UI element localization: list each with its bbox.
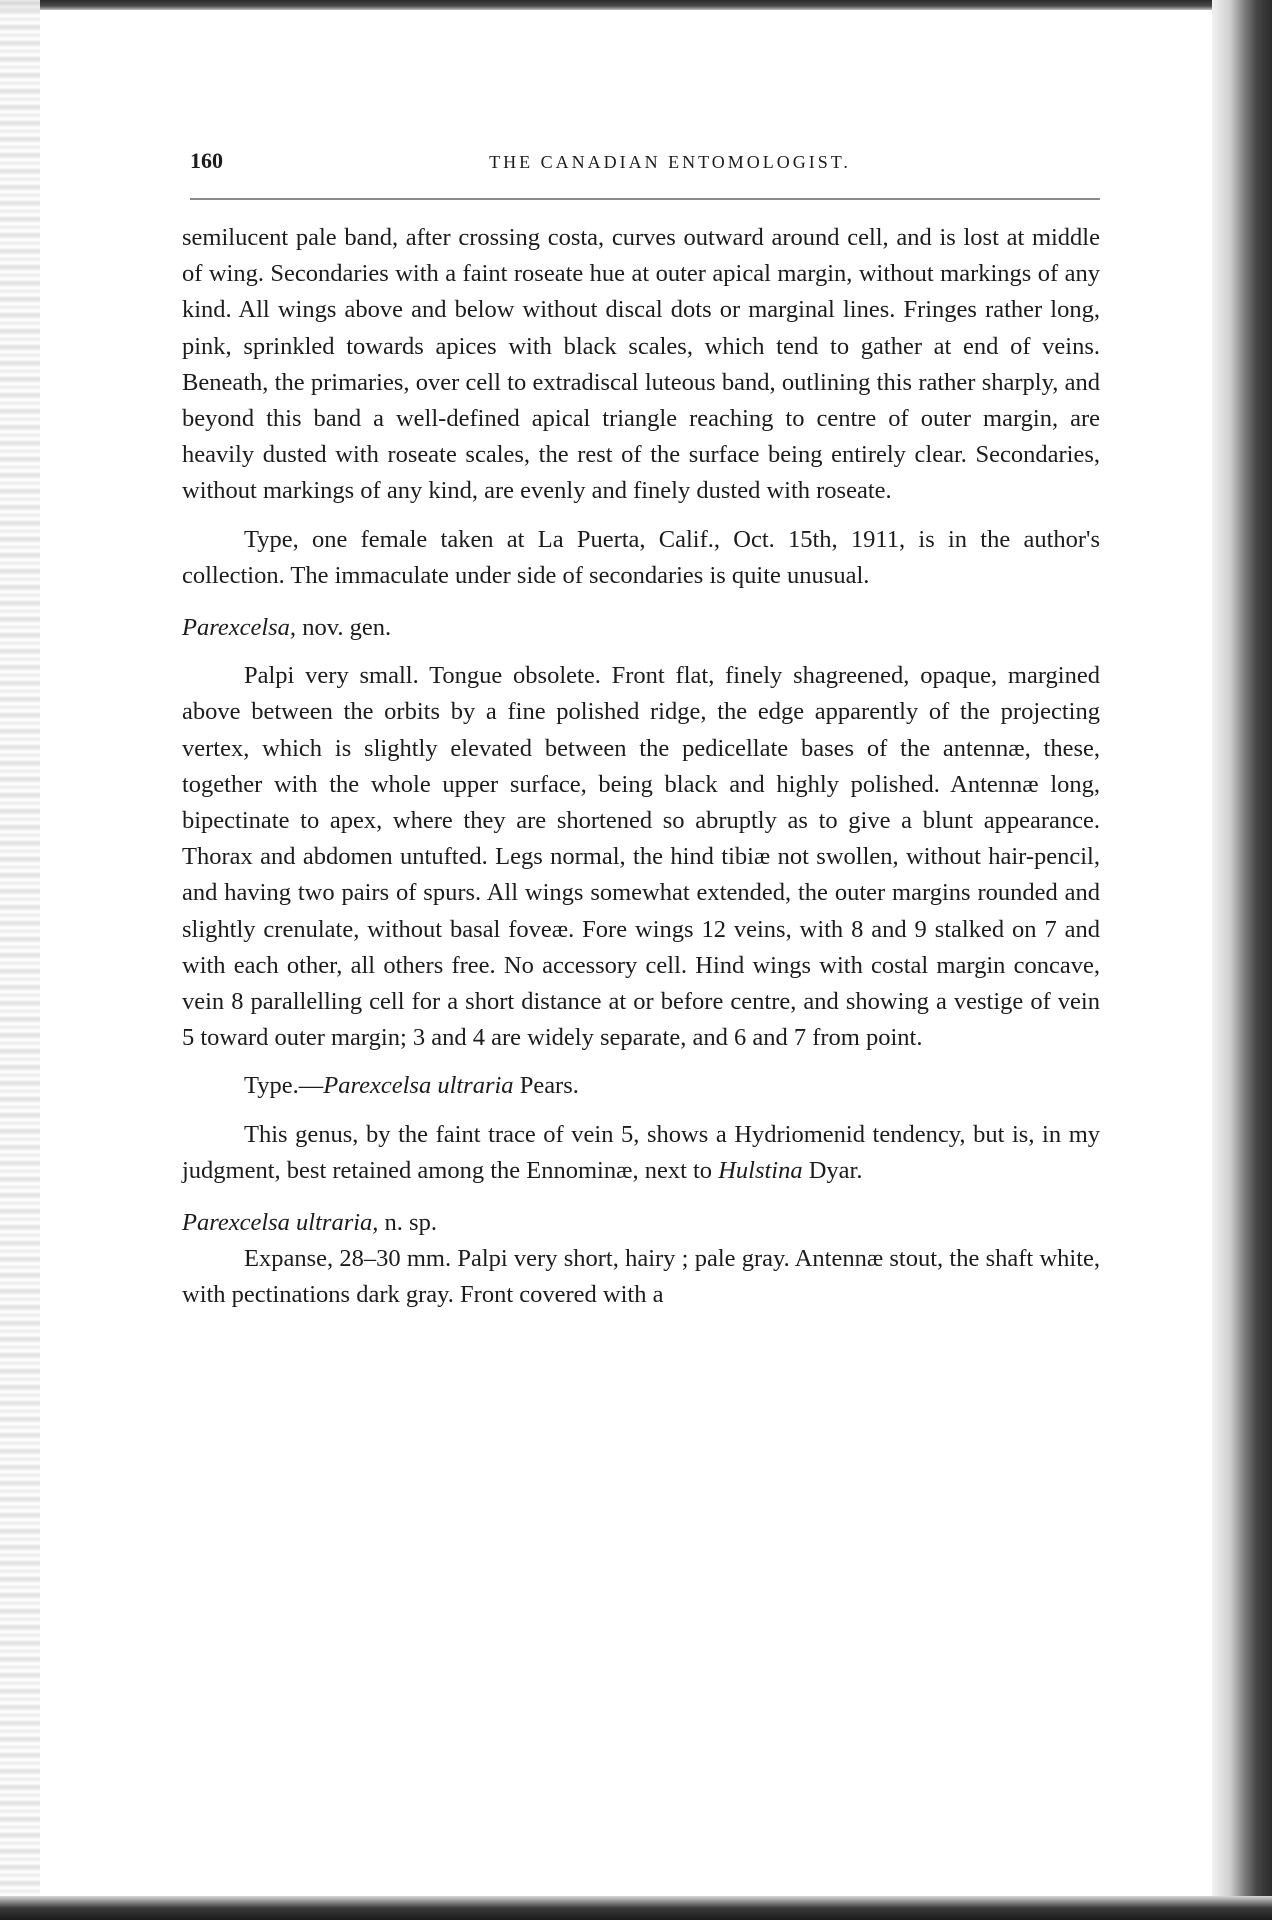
type-line [182,1068,1100,1104]
genus-name: Parexcelsa, [182,614,297,642]
running-title: THE CANADIAN ENTOMOLOGIST. [489,152,851,172]
paragraph-genus-remarks [182,1117,1100,1189]
journal-page [160,130,1120,1309]
header-rule [190,198,1100,202]
paragraph-type-note: Type, one female taken at La Puerta, Calif., Oct. 15th, 1911, is in the author's collection. The immaculate under side of secondaries is quite unusual. [182,525,1100,589]
scan-bottom-edge [0,1896,1272,1920]
remarks-text-b: Dyar. [802,1156,863,1184]
paragraph-genus-description: Palpi very small. Tongue obsolete. Front flat, finely shagreened, opaque, margined above between the orbits by a fine polished ridge, the edge apparently of the projecting vertex, which is slightly elevated between the pedicellate bases of the antennæ, these, together with the whole upper surface, being black and highly polished. Antennæ long, bipectinate to apex, where they are shortened so abruptly as to give a blunt appearance. Thorax and abdomen untufted. Legs normal, the hind tibiæ not swollen, without hair-pencil, and having two pairs of spurs. All wings somewhat extended, the outer margins rounded and slightly crenulate, without basal foveæ. Fore wings 12 veins, with 8 and 9 stalked on 7 and with each other, all others free. No accessory cell. Hind wings with costal margin concave, vein 8 parallelling cell for a short distance at or before centre, and showing a vestige of vein 5 toward outer margin; 3 and 4 are widely separate, and 6 and 7 from point. [182,662,1100,1052]
type-author: Pears. [513,1072,579,1100]
paragraph-species-description: Expanse, 28–30 mm. Palpi very short, hairy ; pale gray. Antennæ stout, the shaft white, with pectinations dark gray. Front covered with a [182,1245,1100,1309]
remarks-text-a: This genus, by the faint trace of vein 5, shows a Hydriomenid tendency, but is, in my judgment, best retained among the Ennominæ, next to [182,1120,1100,1184]
scan-top-edge [0,0,1272,10]
type-prefix: Type.— [244,1072,324,1100]
scan-left-edge [0,0,40,1920]
species-heading [182,1205,1100,1241]
page-number: 160 [190,148,223,173]
page-header [160,130,1120,180]
genus-heading [182,610,1100,646]
remarks-genus: Hulstina [718,1156,803,1184]
paragraph-continuation: semilucent pale band, after crossing costa, curves outward around cell, and is lost at middle of wing. Secondaries with a faint roseate hue at outer apical margin, without markings of any kind. All wings above and below without discal dots or marginal lines. Fringes rather long, pink, sprinkled towards apices with black scales, which tend to gather at end of veins. Beneath, the primaries, over cell to extradiscal luteous band, outlining this rather sharply, and beyond this band a well-defined apical triangle reaching to centre of outer margin, are heavily dusted with roseate scales, the rest of the surface being entirely clear. Secondaries, without markings of any kind, are evenly and finely dusted with roseate. [182,224,1100,505]
body-text [182,220,1100,1314]
type-species: Parexcelsa ultraria [323,1072,514,1100]
species-name: Parexcelsa ultraria, [182,1209,379,1237]
genus-label: nov. gen. [296,614,392,642]
book-spine-shadow [1212,0,1272,1920]
species-label: n. sp. [378,1209,437,1237]
